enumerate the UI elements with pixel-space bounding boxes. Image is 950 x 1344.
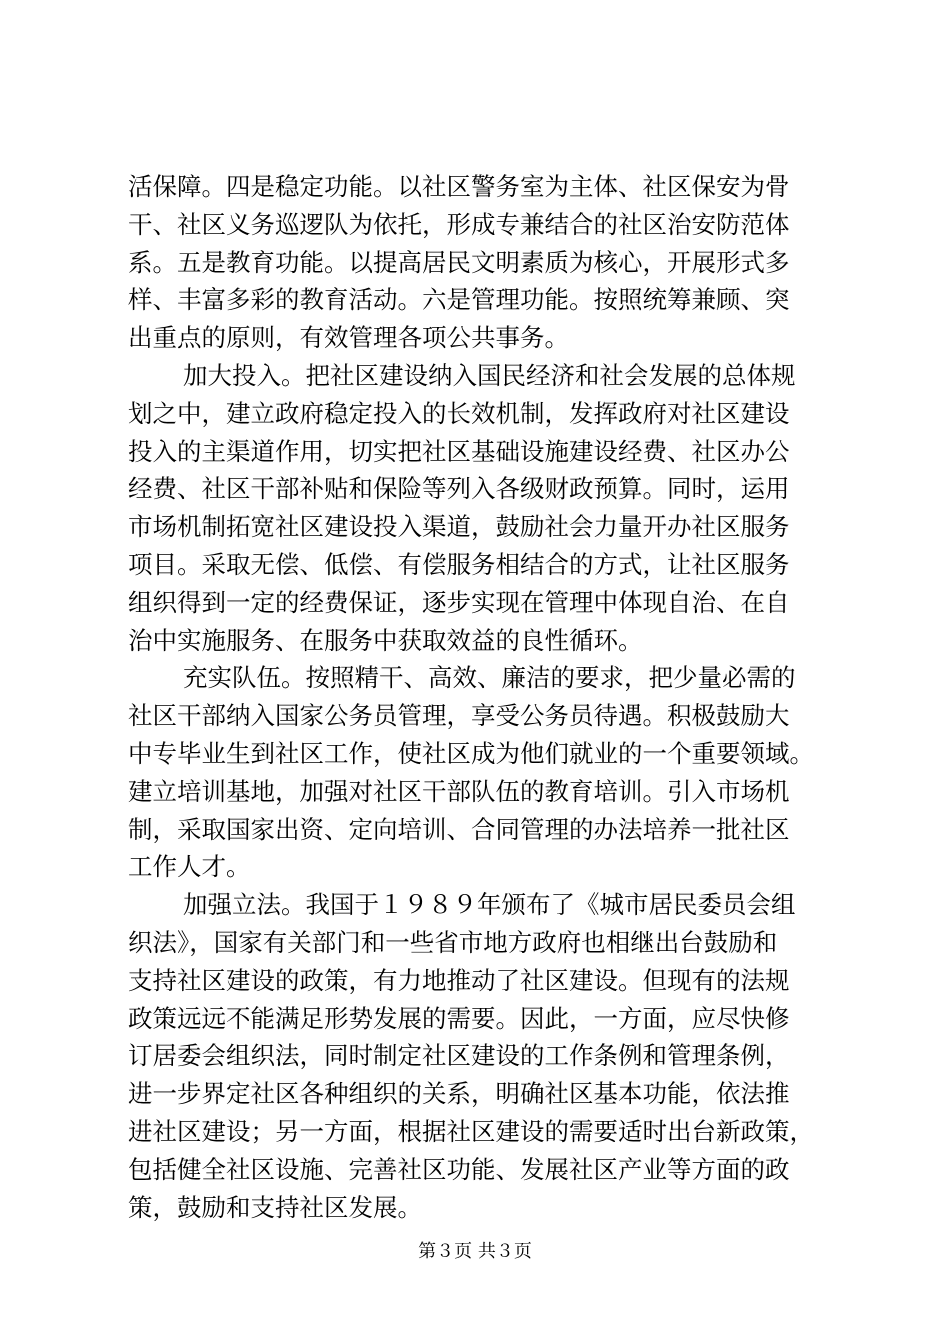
document-body <box>128 168 828 1226</box>
text-line: 干、社区义务巡逻队为依托，形成专兼结合的社区治安防范体 <box>128 209 790 239</box>
text-line: 订居委会组织法，同时制定社区建设的工作条例和管理条例， <box>128 1041 790 1071</box>
text-line: 样、丰富多彩的教育活动。六是管理功能。按照统筹兼顾、突 <box>128 285 790 315</box>
text-line: 经费、社区干部补贴和保险等列入各级财政预算。同时，运用 <box>128 474 790 504</box>
text-line: 出重点的原则，有效管理各项公共事务。 <box>128 323 569 353</box>
text-line: 中专毕业生到社区工作，使社区成为他们就业的一个重要领域。 <box>128 738 814 768</box>
text-line: 治中实施服务、在服务中获取效益的良性循环。 <box>128 625 643 655</box>
text-line: 项目。采取无偿、低偿、有偿服务相结合的方式，让社区服务 <box>128 549 790 579</box>
text-line: 支持社区建设的政策，有力地推动了社区建设。但现有的法规 <box>128 965 790 995</box>
text-line: 加强立法。我国于１９８９年颁布了《城市居民委员会组 <box>183 890 796 920</box>
text-line: 包括健全社区设施、完善社区功能、发展社区产业等方面的政 <box>128 1154 790 1184</box>
text-line: 充实队伍。按照精干、高效、廉洁的要求，把少量必需的 <box>183 663 796 693</box>
text-line: 进一步界定社区各种组织的关系，明确社区基本功能，依法推 <box>128 1079 790 1109</box>
text-line: 投入的主渠道作用，切实把社区基础设施建设经费、社区办公 <box>128 436 790 466</box>
text-line: 组织得到一定的经费保证，逐步实现在管理中体现自治、在自 <box>128 587 790 617</box>
text-line: 制，采取国家出资、定向培训、合同管理的办法培养一批社区 <box>128 814 790 844</box>
text-line: 社区干部纳入国家公务员管理，享受公务员待遇。积极鼓励大 <box>128 701 790 731</box>
page-footer: 第３页 共３页 <box>418 1241 532 1262</box>
text-line: 系。五是教育功能。以提高居民文明素质为核心，开展形式多 <box>128 247 790 277</box>
text-line: 活保障。四是稳定功能。以社区警务室为主体、社区保安为骨 <box>128 172 790 201</box>
text-line: 织法》，国家有关部门和一些省市地方政府也相继出台鼓励和 <box>128 927 778 957</box>
text-line: 工作人才。 <box>128 852 251 882</box>
text-line: 加大投入。把社区建设纳入国民经济和社会发展的总体规 <box>183 360 796 390</box>
text-line: 市场机制拓宽社区建设投入渠道，鼓励社会力量开办社区服务 <box>128 512 790 542</box>
text-line: 进社区建设；另一方面，根据社区建设的需要适时出台新政策， <box>128 1116 814 1146</box>
text-line: 建立培训基地，加强对社区干部队伍的教育培训。引入市场机 <box>128 776 790 806</box>
text-line: 策，鼓励和支持社区发展。 <box>128 1192 422 1222</box>
text-line: 划之中，建立政府稳定投入的长效机制，发挥政府对社区建设 <box>128 398 790 428</box>
text-line: 政策远远不能满足形势发展的需要。因此，一方面，应尽快修 <box>128 1003 790 1033</box>
